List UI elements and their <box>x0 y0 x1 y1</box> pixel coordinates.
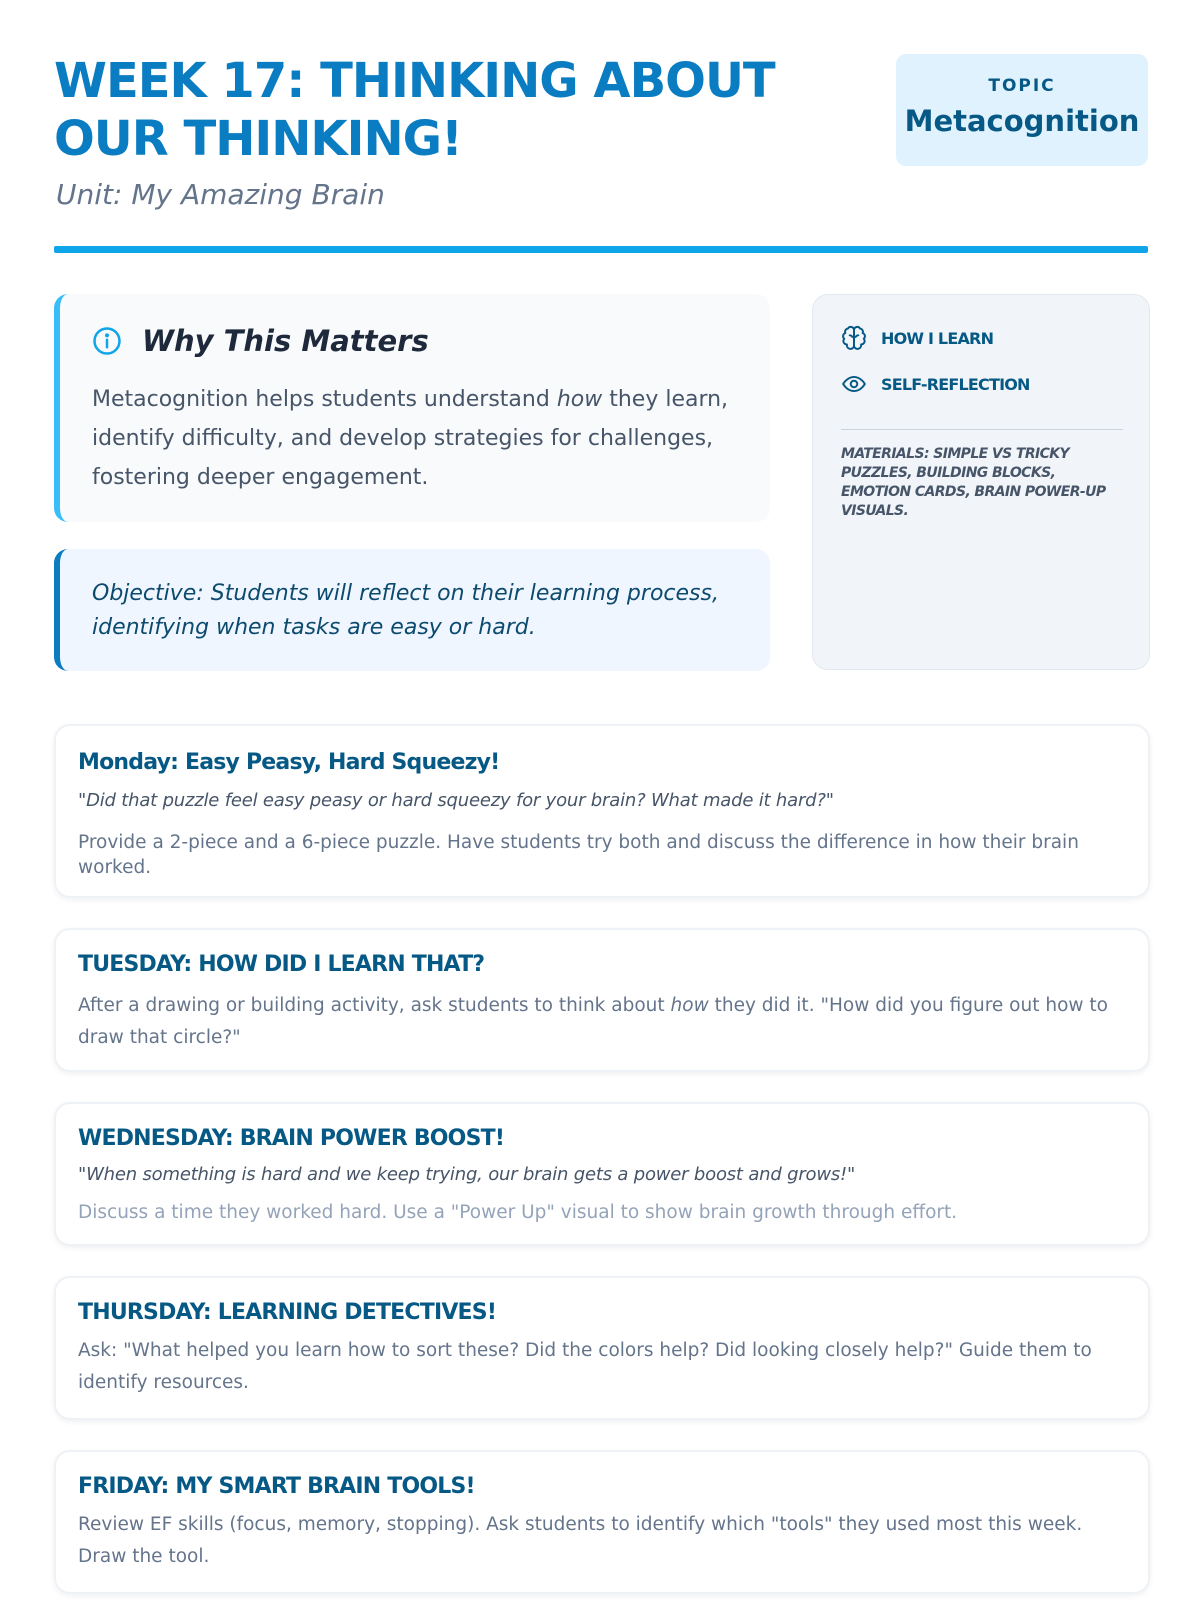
day-card-friday <box>54 1450 1150 1594</box>
day-title: TUESDAY: HOW DID I LEARN THAT? <box>78 952 485 977</box>
why-text-emphasis: how <box>556 387 603 412</box>
day-quote: "Did that puzzle feel easy peasy or hard squeezy for your brain? What made it hard?" <box>78 790 834 811</box>
why-text-end: they learn, identify difficulty, and develop strategies for challenges, fostering deeper engagement. <box>92 387 729 490</box>
topic-badge <box>896 54 1148 166</box>
sidebar-item-how-i-learn <box>841 325 993 351</box>
day-title: THURSDAY: LEARNING DETECTIVES! <box>78 1300 497 1325</box>
day-description-emphasis: how <box>670 995 709 1016</box>
eye-icon <box>841 371 867 397</box>
why-text <box>92 380 752 497</box>
page-title: WEEK 17: THINKING ABOUT OUR THINKING! <box>54 53 775 167</box>
topic-label: TOPIC <box>988 76 1056 96</box>
day-title: Monday: Easy Peasy, Hard Squeezy! <box>78 750 500 775</box>
header-divider <box>54 246 1148 253</box>
day-description: Ask: "What helped you learn how to sort these? Did the colors help? Did looking closely help?" Guide them to identify resources. <box>78 1340 1092 1393</box>
page-header <box>54 52 1148 254</box>
sidebar-item-label: HOW I LEARN <box>881 328 994 348</box>
focus-sidebar-card <box>812 294 1150 670</box>
topic-value: Metacognition <box>904 104 1140 138</box>
info-icon <box>92 326 122 356</box>
day-description: Review EF skills (focus, memory, stopping). Ask students to identify which "tools" they used most this week. Draw the tool. <box>78 1514 1083 1567</box>
why-heading-row <box>92 324 429 358</box>
why-this-matters-card <box>54 294 770 522</box>
day-card-thursday <box>54 1276 1150 1420</box>
day-card-monday <box>54 724 1150 898</box>
day-title: FRIDAY: MY SMART BRAIN TOOLS! <box>78 1474 475 1499</box>
day-quote: "When something is hard and we keep trying, our brain gets a power boost and grows!" <box>78 1164 856 1185</box>
objective-card <box>54 549 770 671</box>
brain-icon <box>841 325 867 351</box>
day-description <box>78 990 1128 1054</box>
why-title: Why This Matters <box>142 324 429 358</box>
day-description-end: they did it. "How did you figure out how to draw that circle?" <box>78 995 1108 1048</box>
objective-text: Objective: Students will reflect on their learning process, identifying when tasks are easy or hard. <box>92 581 719 640</box>
day-title: WEDNESDAY: BRAIN POWER BOOST! <box>78 1126 505 1151</box>
day-card-wednesday <box>54 1102 1150 1246</box>
day-description: Provide a 2-piece and a 6-piece puzzle. Have students try both and discuss the difference in how their brain worked. <box>78 832 1079 878</box>
day-description-start: After a drawing or building activity, ask students to think about <box>78 995 671 1016</box>
unit-subtitle: Unit: My Amazing Brain <box>56 178 385 211</box>
day-card-tuesday <box>54 928 1150 1072</box>
materials-list: MATERIALS: SIMPLE VS TRICKY PUZZLES, BUILDING BLOCKS, EMOTION CARDS, BRAIN POWER-UP VISUALS. <box>841 446 1106 519</box>
sidebar-item-self-reflection <box>841 371 1030 397</box>
day-description: Discuss a time they worked hard. Use a "Power Up" visual to show brain growth through effort. <box>78 1202 958 1223</box>
why-text-start: Metacognition helps students understand <box>92 387 557 412</box>
sidebar-item-label: SELF-REFLECTION <box>881 374 1030 394</box>
sidebar-divider <box>841 429 1123 430</box>
